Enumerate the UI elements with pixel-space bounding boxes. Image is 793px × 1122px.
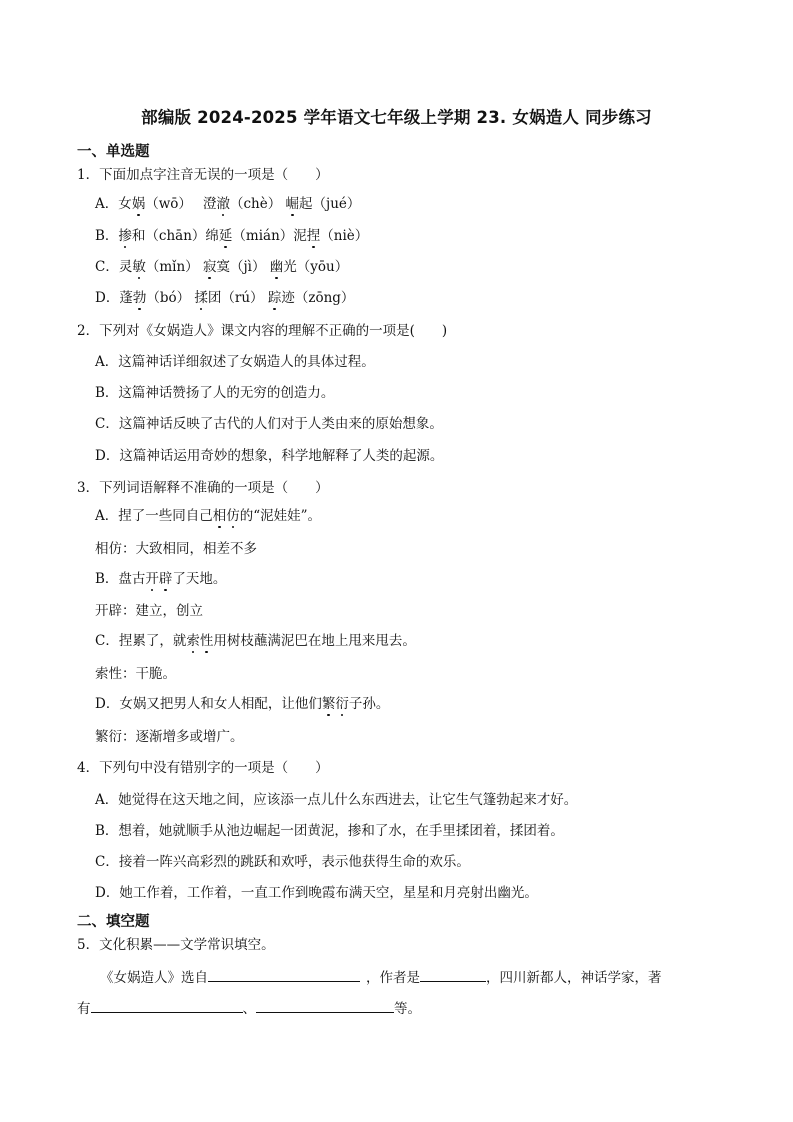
blank-work-1[interactable]: [91, 998, 243, 1013]
q4-option-a: A．她觉得在这天地之间，应该添一点儿什么东西进去，让它生气篷勃起来才好。: [95, 792, 578, 808]
section-heading-fill-blank: 二、填空题: [77, 914, 150, 930]
q2-option-c: C．这篇神话反映了古代的人们对于人类由来的原始想象。: [95, 416, 443, 432]
q5-line-1: 《女娲造人》选自 ，作者是 ，四川新都人，神话学家，著: [100, 967, 662, 987]
question-3-stem: 3．下列词语解释不准确的一项是（ ）: [77, 480, 329, 496]
q3-option-b: B．盘古开辟了天地。: [95, 571, 227, 587]
q3-explanation-b: 开辟：建立，创立: [95, 603, 203, 619]
q4-option-d: D．她工作着，工作着，一直工作到晚霞布满天空，星星和月亮射出幽光。: [95, 885, 538, 901]
q2-option-a: A．这篇神话详细叙述了女娲造人的具体过程。: [95, 354, 375, 370]
q3-explanation-a: 相仿：大致相同，相差不多: [95, 541, 257, 557]
blank-source-book[interactable]: [208, 967, 360, 982]
q4-option-b: B．想着，她就顺手从池边崛起一团黄泥，掺和了水，在手里揉团着，揉团着。: [95, 823, 564, 839]
question-2-stem: 2．下列对《女娲造人》课文内容的理解不正确的一项是( ): [77, 323, 448, 339]
q5-line-2: 有 、 等。: [77, 998, 421, 1018]
q3-option-d: D．女娲又把男人和女人相配，让他们繁衍子孙。: [95, 696, 390, 712]
q1-option-a: A．女娲（wō） 澄澈（chè） 崛起（jué）: [95, 196, 361, 212]
page-title: 部编版 2024-2025 学年语文七年级上学期 23. 女娲造人 同步练习: [141, 108, 652, 127]
q1-option-b: B．掺和（chān）绵延（mián）泥捏（niè）: [95, 228, 369, 244]
q1-option-d: D．蓬勃（bó） 揉团（rú） 踪迹（zōng）: [95, 290, 355, 306]
q2-option-d: D．这篇神话运用奇妙的想象，科学地解释了人类的起源。: [95, 448, 444, 464]
blank-author[interactable]: [420, 967, 486, 982]
q3-option-c: C．捏累了，就索性用树枝蘸满泥巴在地上甩来甩去。: [95, 633, 416, 649]
q4-option-c: C．接着一阵兴高彩烈的跳跃和欢呼，表示他获得生命的欢乐。: [95, 854, 470, 870]
section-heading-single-choice: 一、单选题: [77, 144, 150, 160]
q1-option-c: C．灵敏（mǐn） 寂寞（jì） 幽光（yōu）: [95, 259, 349, 275]
blank-work-2[interactable]: [256, 998, 394, 1013]
question-4-stem: 4．下列句中没有错别字的一项是（ ）: [77, 760, 329, 776]
q3-option-a: A．捏了一些同自己相仿的“泥娃娃”。: [95, 508, 322, 524]
q3-explanation-d: 繁衍：逐渐增多或增广。: [95, 729, 244, 745]
question-5-stem: 5．文化积累——文学常识填空。: [77, 937, 275, 953]
q2-option-b: B．这篇神话赞扬了人的无穷的创造力。: [95, 385, 335, 401]
q3-explanation-c: 索性：干脆。: [95, 666, 176, 682]
question-1-stem: 1．下面加点字注音无误的一项是（ ）: [77, 167, 329, 183]
